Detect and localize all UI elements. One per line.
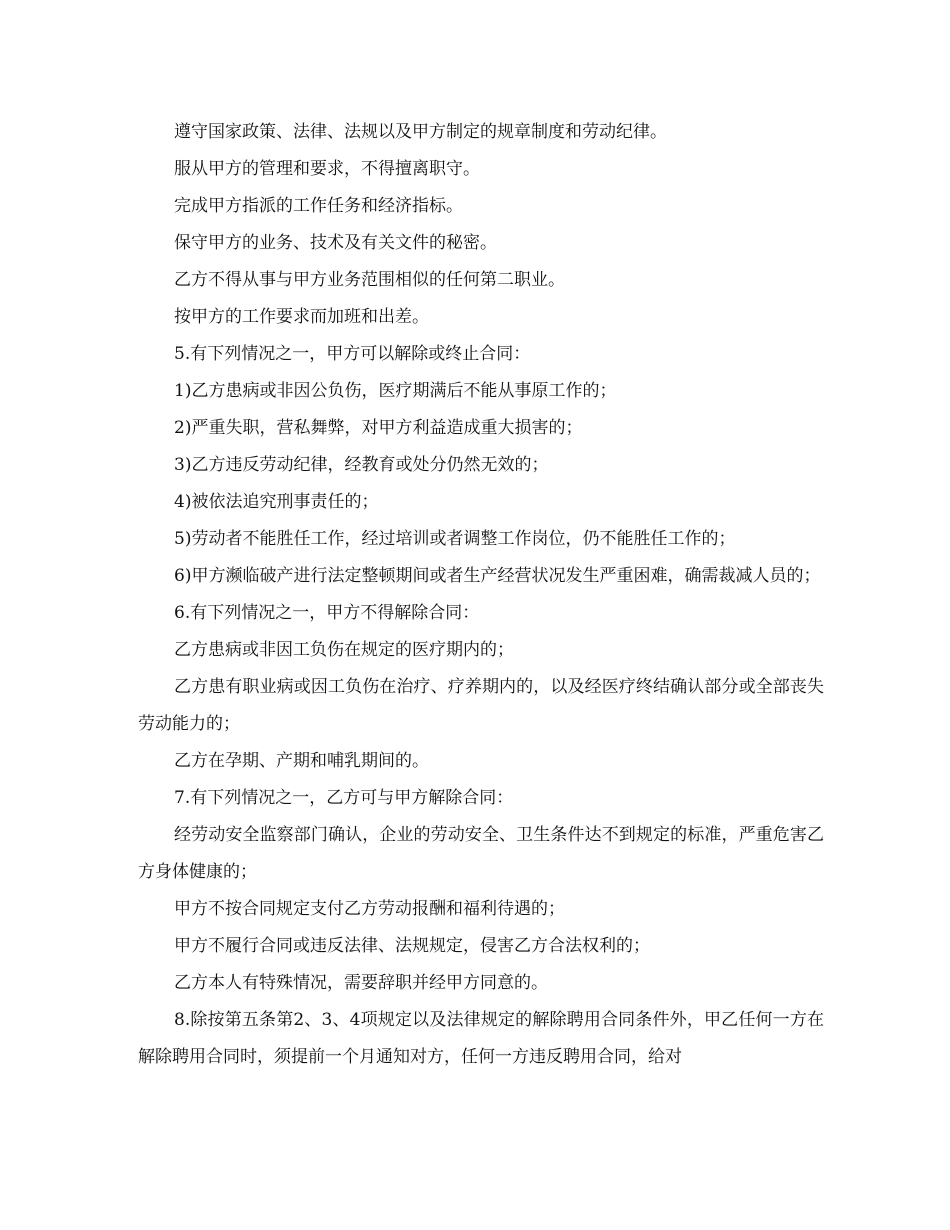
section-6-heading: 6.有下列情况之一，甲方不得解除合同： [174, 603, 480, 623]
section-7-item-2: 甲方不按合同规定支付乙方劳动报酬和福利待遇的； [174, 899, 565, 919]
section-5-item-2: 2)严重失职，营私舞弊，对甲方利益造成重大损害的； [174, 418, 583, 438]
section-6-item-2: 乙方患有职业病或因工负伤在治疗、疗养期内的，以及经医疗终结确认部分或全部丧失劳动能力的； [138, 677, 824, 734]
section-5-item-6: 6)甲方濒临破产进行法定整顿期间或者生产经营状况发生严重困难，确需裁减人员的； [174, 566, 821, 586]
paragraph-complete-tasks: 完成甲方指派的工作任务和经济指标。 [174, 196, 463, 216]
section-7-item-1: 经劳动安全监察部门确认，企业的劳动安全、卫生条件达不到规定的标准，严重危害乙方身体健康的； [138, 825, 824, 882]
section-7-item-3: 甲方不履行合同或违反法律、法规规定，侵害乙方合法权利的； [174, 936, 650, 956]
document-page [138, 114, 824, 1076]
paragraph-no-second-job: 乙方不得从事与甲方业务范围相似的任何第二职业。 [174, 270, 565, 290]
section-7-heading: 7.有下列情况之一，乙方可与甲方解除合同： [174, 788, 514, 808]
paragraph-overtime-travel: 按甲方的工作要求而加班和出差。 [174, 307, 429, 327]
section-5-item-4: 4)被依法追究刑事责任的； [174, 492, 379, 512]
section-6-item-1: 乙方患病或非因工负伤在规定的医疗期内的； [174, 640, 514, 660]
section-5-heading: 5.有下列情况之一，甲方可以解除或终止合同： [174, 344, 531, 364]
section-7-item-4: 乙方本人有特殊情况，需要辞职并经甲方同意的。 [174, 973, 548, 993]
paragraph-keep-secrets: 保守甲方的业务、技术及有关文件的秘密。 [174, 233, 497, 253]
section-5-item-5: 5)劳动者不能胜任工作，经过培训或者调整工作岗位，仍不能胜任工作的； [174, 529, 736, 549]
section-6-item-3: 乙方在孕期、产期和哺乳期间的。 [174, 751, 429, 771]
paragraph-obey-rules: 遵守国家政策、法律、法规以及甲方制定的规章制度和劳动纪律。 [174, 122, 667, 142]
section-5-item-3: 3)乙方违反劳动纪律，经教育或处分仍然无效的； [174, 455, 549, 475]
paragraph-obey-management: 服从甲方的管理和要求，不得擅离职守。 [174, 159, 480, 179]
section-8-paragraph: 8.除按第五条第2、3、4项规定以及法律规定的解除聘用合同条件外，甲乙任何一方在解除聘用合同时，须提前一个月通知对方，任何一方违反聘用合同，给对 [138, 1010, 824, 1067]
section-5-item-1: 1)乙方患病或非因公负伤，医疗期满后不能从事原工作的； [174, 381, 617, 401]
